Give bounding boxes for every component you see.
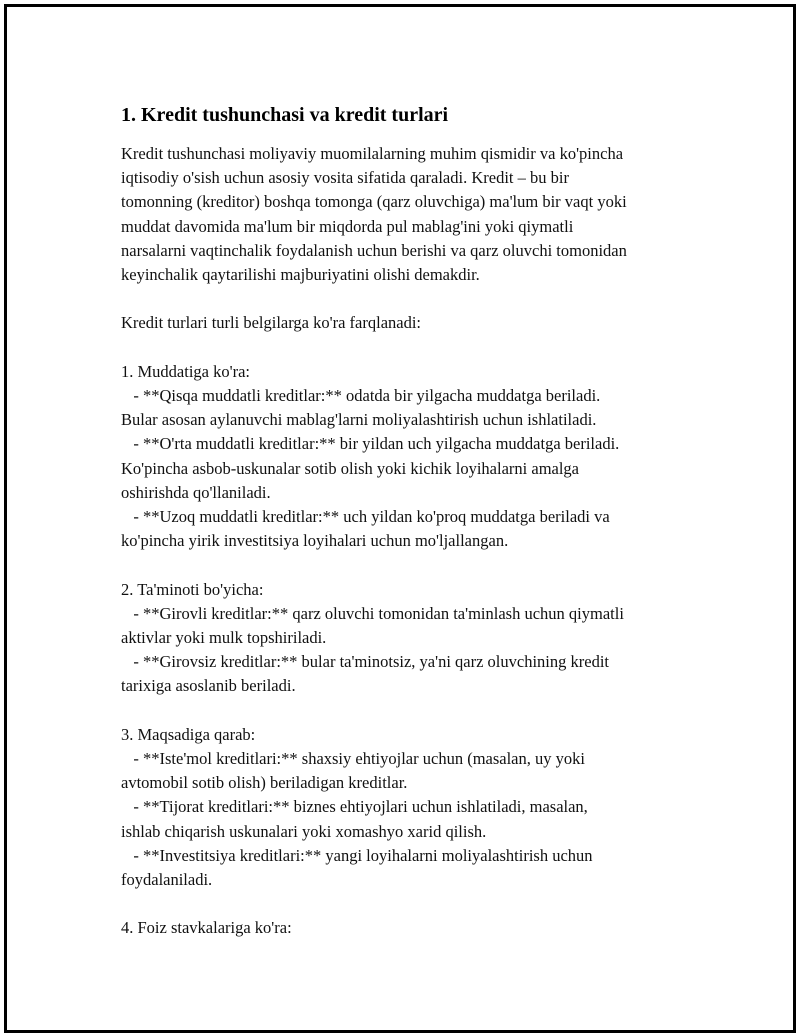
page-frame — [4, 4, 796, 1033]
paragraph-gap — [121, 336, 701, 360]
paragraph-gap — [121, 892, 701, 916]
paragraph-gap — [121, 553, 701, 577]
document-heading: 1. Kredit tushunchasi va kredit turlari — [121, 104, 449, 126]
paragraph-gap — [121, 287, 701, 311]
section-collateral: 2. Ta'minoti bo'yicha: - **Girovli kreditlar:** qarz oluvchi tomonidan ta'minlash uchun qiymatli aktivlar yoki mulk topshiriladi. - **Girovsiz kreditlar:** bular ta'minotsiz, ya'ni qarz oluvchining kredit tarixiga asoslanib beriladi. — [121, 579, 624, 696]
section-purpose: 3. Maqsadiga qarab: - **Iste'mol kreditlari:** shaxsiy ehtiyojlar uchun (masalan, uy yoki avtomobil sotib olish) beriladigan kreditlar. - **Tijorat kreditlari:** biznes ehtiyojlari uchun ishlatiladi, masalan, ishlab chiqarish uskunalari yoki xomashyo xarid qilish. - **Investitsiya kreditlari:** yangi loyihalarni moliyalashtirish uchun foydalaniladi. — [121, 724, 593, 890]
types-intro-paragraph: Kredit turlari turli belgilarga ko'ra farqlanadi: — [121, 313, 422, 333]
document-body — [121, 101, 701, 941]
paragraph-gap — [121, 699, 701, 723]
section-term: 1. Muddatiga ko'ra: - **Qisqa muddatli kreditlar:** odatda bir yilgacha muddatga beriladi. Bular asosan aylanuvchi mablag'larni moliyalashtirish uchun ishlatiladi. - **O'rta muddatli kreditlar:** bir yildan uch yilgacha muddatga beriladi. Ko'pincha asbob-uskunalar sotib olish yoki kichik loyihalarni amalga oshirishda qo'llaniladi. - **Uzoq muddatli kreditlar:** uch yildan ko'proq muddatga beriladi va ko'pincha yirik investitsiya loyihalari uchun mo'ljallangan. — [121, 361, 620, 551]
intro-paragraph: Kredit tushunchasi moliyaviy muomilalarning muhim qismidir va ko'pincha iqtisodiy o'sish uchun asosiy vosita sifatida qaraladi. Kredit – bu bir tomonning (kreditor) boshqa tomonga (qarz oluvchiga) ma'lum bir vaqt yoki muddat davomida ma'lum bir miqdorda pul mablag'ini yoki qiymatli narsalarni vaqtinchalik foydalanish uchun berishi va qarz oluvchi tomonidan keyinchalik qaytarilishi majburiyatini olishi demakdir. — [121, 144, 627, 285]
section-interest-rates: 4. Foiz stavkalariga ko'ra: — [121, 918, 292, 938]
